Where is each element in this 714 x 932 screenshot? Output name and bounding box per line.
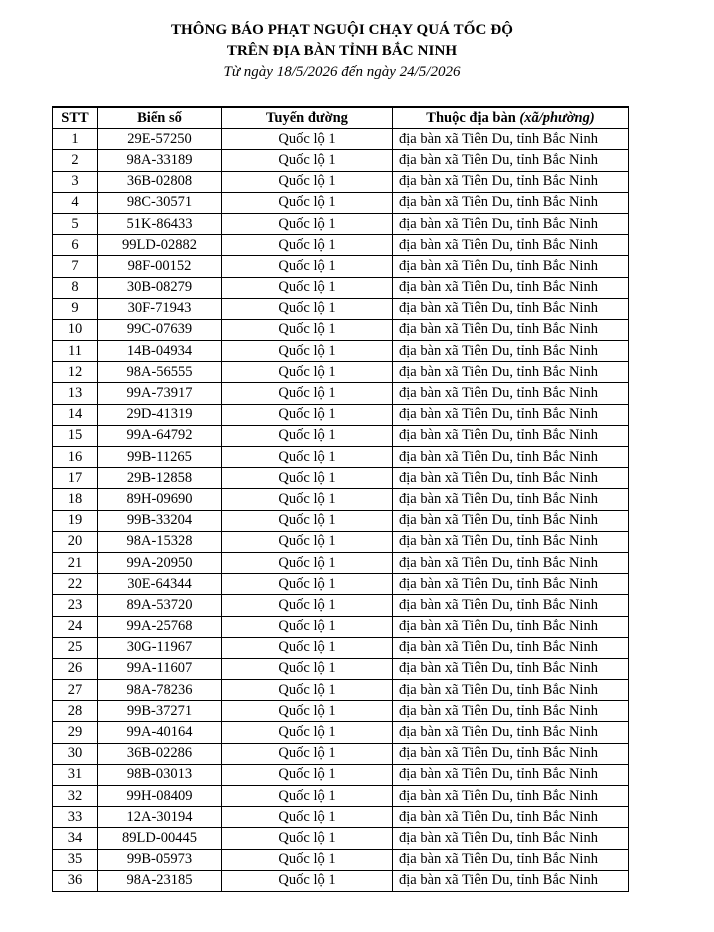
cell-plate: 29B-12858 — [98, 468, 222, 489]
cell-road: Quốc lộ 1 — [222, 531, 393, 552]
cell-plate: 89H-09690 — [98, 489, 222, 510]
violations-table — [52, 106, 629, 892]
cell-road: Quốc lộ 1 — [222, 256, 393, 277]
cell-plate: 12A-30194 — [98, 807, 222, 828]
cell-stt: 32 — [53, 786, 98, 807]
table-row — [53, 870, 629, 891]
cell-plate: 98A-33189 — [98, 150, 222, 171]
cell-plate: 99H-08409 — [98, 786, 222, 807]
cell-area: địa bàn xã Tiên Du, tỉnh Bắc Ninh — [393, 192, 629, 213]
cell-road: Quốc lộ 1 — [222, 807, 393, 828]
cell-stt: 21 — [53, 552, 98, 573]
cell-stt: 5 — [53, 213, 98, 234]
cell-plate: 98B-03013 — [98, 764, 222, 785]
cell-plate: 89LD-00445 — [98, 828, 222, 849]
table-row — [53, 425, 629, 446]
cell-plate: 98C-30571 — [98, 192, 222, 213]
table-row — [53, 298, 629, 319]
cell-area: địa bàn xã Tiên Du, tỉnh Bắc Ninh — [393, 616, 629, 637]
cell-plate: 99A-25768 — [98, 616, 222, 637]
cell-stt: 25 — [53, 637, 98, 658]
cell-area: địa bàn xã Tiên Du, tỉnh Bắc Ninh — [393, 595, 629, 616]
cell-plate: 98A-78236 — [98, 680, 222, 701]
cell-road: Quốc lộ 1 — [222, 637, 393, 658]
cell-plate: 99LD-02882 — [98, 235, 222, 256]
table-row — [53, 150, 629, 171]
cell-road: Quốc lộ 1 — [222, 658, 393, 679]
cell-plate: 89A-53720 — [98, 595, 222, 616]
cell-stt: 9 — [53, 298, 98, 319]
cell-road: Quốc lộ 1 — [222, 468, 393, 489]
cell-stt: 7 — [53, 256, 98, 277]
table-row — [53, 341, 629, 362]
cell-plate: 51K-86433 — [98, 213, 222, 234]
cell-area: địa bàn xã Tiên Du, tỉnh Bắc Ninh — [393, 277, 629, 298]
cell-stt: 11 — [53, 341, 98, 362]
cell-stt: 6 — [53, 235, 98, 256]
cell-area: địa bàn xã Tiên Du, tỉnh Bắc Ninh — [393, 870, 629, 891]
cell-road: Quốc lộ 1 — [222, 383, 393, 404]
table-row — [53, 362, 629, 383]
table-row — [53, 256, 629, 277]
cell-stt: 1 — [53, 129, 98, 150]
cell-road: Quốc lộ 1 — [222, 510, 393, 531]
document-header — [0, 20, 684, 83]
table-row — [53, 489, 629, 510]
cell-plate: 14B-04934 — [98, 341, 222, 362]
cell-area: địa bàn xã Tiên Du, tỉnh Bắc Ninh — [393, 786, 629, 807]
cell-stt: 3 — [53, 171, 98, 192]
cell-stt: 19 — [53, 510, 98, 531]
cell-stt: 20 — [53, 531, 98, 552]
table-row — [53, 468, 629, 489]
cell-stt: 4 — [53, 192, 98, 213]
cell-stt: 23 — [53, 595, 98, 616]
cell-road: Quốc lộ 1 — [222, 319, 393, 340]
cell-area: địa bàn xã Tiên Du, tỉnh Bắc Ninh — [393, 447, 629, 468]
cell-stt: 24 — [53, 616, 98, 637]
cell-stt: 18 — [53, 489, 98, 510]
cell-area: địa bàn xã Tiên Du, tỉnh Bắc Ninh — [393, 150, 629, 171]
cell-stt: 29 — [53, 722, 98, 743]
cell-stt: 16 — [53, 447, 98, 468]
cell-area: địa bàn xã Tiên Du, tỉnh Bắc Ninh — [393, 807, 629, 828]
cell-stt: 31 — [53, 764, 98, 785]
table-row — [53, 658, 629, 679]
cell-plate: 99A-20950 — [98, 552, 222, 573]
cell-plate: 98A-15328 — [98, 531, 222, 552]
cell-stt: 22 — [53, 574, 98, 595]
table-row — [53, 531, 629, 552]
cell-road: Quốc lộ 1 — [222, 616, 393, 637]
cell-area: địa bàn xã Tiên Du, tỉnh Bắc Ninh — [393, 658, 629, 679]
table-row — [53, 383, 629, 404]
cell-area: địa bàn xã Tiên Du, tỉnh Bắc Ninh — [393, 489, 629, 510]
table-header-row — [53, 107, 629, 129]
cell-road: Quốc lộ 1 — [222, 680, 393, 701]
table-row — [53, 828, 629, 849]
cell-plate: 36B-02808 — [98, 171, 222, 192]
cell-stt: 26 — [53, 658, 98, 679]
cell-stt: 12 — [53, 362, 98, 383]
table-row — [53, 637, 629, 658]
table-row — [53, 616, 629, 637]
cell-road: Quốc lộ 1 — [222, 786, 393, 807]
cell-plate: 98A-56555 — [98, 362, 222, 383]
cell-road: Quốc lộ 1 — [222, 870, 393, 891]
cell-road: Quốc lộ 1 — [222, 213, 393, 234]
cell-area: địa bàn xã Tiên Du, tỉnh Bắc Ninh — [393, 362, 629, 383]
cell-stt: 8 — [53, 277, 98, 298]
cell-road: Quốc lộ 1 — [222, 425, 393, 446]
cell-plate: 99A-64792 — [98, 425, 222, 446]
cell-area: địa bàn xã Tiên Du, tỉnh Bắc Ninh — [393, 129, 629, 150]
cell-stt: 10 — [53, 319, 98, 340]
cell-plate: 30G-11967 — [98, 637, 222, 658]
table-row — [53, 235, 629, 256]
cell-plate: 99B-11265 — [98, 447, 222, 468]
cell-plate: 30E-64344 — [98, 574, 222, 595]
cell-stt: 28 — [53, 701, 98, 722]
column-header-plate: Biển số — [98, 107, 222, 129]
cell-stt: 17 — [53, 468, 98, 489]
cell-road: Quốc lộ 1 — [222, 447, 393, 468]
cell-road: Quốc lộ 1 — [222, 552, 393, 573]
cell-plate: 29E-57250 — [98, 129, 222, 150]
cell-plate: 98F-00152 — [98, 256, 222, 277]
title-line-2: TRÊN ĐỊA BÀN TỈNH BẮC NINH — [226, 43, 458, 59]
table-row — [53, 510, 629, 531]
cell-road: Quốc lộ 1 — [222, 828, 393, 849]
cell-area: địa bàn xã Tiên Du, tỉnh Bắc Ninh — [393, 171, 629, 192]
cell-area: địa bàn xã Tiên Du, tỉnh Bắc Ninh — [393, 764, 629, 785]
cell-road: Quốc lộ 1 — [222, 595, 393, 616]
cell-road: Quốc lộ 1 — [222, 362, 393, 383]
table-row — [53, 849, 629, 870]
cell-stt: 13 — [53, 383, 98, 404]
cell-area: địa bàn xã Tiên Du, tỉnh Bắc Ninh — [393, 510, 629, 531]
cell-plate: 30B-08279 — [98, 277, 222, 298]
cell-area: địa bàn xã Tiên Du, tỉnh Bắc Ninh — [393, 235, 629, 256]
cell-road: Quốc lộ 1 — [222, 235, 393, 256]
cell-road: Quốc lộ 1 — [222, 574, 393, 595]
cell-area: địa bàn xã Tiên Du, tỉnh Bắc Ninh — [393, 531, 629, 552]
table-row — [53, 595, 629, 616]
table-row — [53, 807, 629, 828]
table-row — [53, 552, 629, 573]
cell-stt: 36 — [53, 870, 98, 891]
cell-stt: 30 — [53, 743, 98, 764]
cell-stt: 33 — [53, 807, 98, 828]
cell-stt: 15 — [53, 425, 98, 446]
cell-plate: 99B-37271 — [98, 701, 222, 722]
cell-road: Quốc lộ 1 — [222, 129, 393, 150]
cell-road: Quốc lộ 1 — [222, 743, 393, 764]
table-body — [53, 129, 629, 892]
cell-plate: 99A-40164 — [98, 722, 222, 743]
cell-area: địa bàn xã Tiên Du, tỉnh Bắc Ninh — [393, 383, 629, 404]
cell-area: địa bàn xã Tiên Du, tỉnh Bắc Ninh — [393, 468, 629, 489]
table-row — [53, 764, 629, 785]
table-row — [53, 701, 629, 722]
table-row — [53, 722, 629, 743]
table-row — [53, 447, 629, 468]
cell-area: địa bàn xã Tiên Du, tỉnh Bắc Ninh — [393, 849, 629, 870]
cell-area: địa bàn xã Tiên Du, tỉnh Bắc Ninh — [393, 574, 629, 595]
cell-road: Quốc lộ 1 — [222, 489, 393, 510]
cell-stt: 34 — [53, 828, 98, 849]
cell-plate: 99A-11607 — [98, 658, 222, 679]
cell-road: Quốc lộ 1 — [222, 701, 393, 722]
cell-plate: 99C-07639 — [98, 319, 222, 340]
cell-road: Quốc lộ 1 — [222, 849, 393, 870]
column-header-road: Tuyến đường — [222, 107, 393, 129]
table-row — [53, 192, 629, 213]
title-line-1: THÔNG BÁO PHẠT NGUỘI CHẠY QUÁ TỐC ĐỘ — [170, 22, 514, 38]
cell-plate: 99B-33204 — [98, 510, 222, 531]
cell-area: địa bàn xã Tiên Du, tỉnh Bắc Ninh — [393, 319, 629, 340]
cell-road: Quốc lộ 1 — [222, 722, 393, 743]
cell-area: địa bàn xã Tiên Du, tỉnh Bắc Ninh — [393, 828, 629, 849]
cell-road: Quốc lộ 1 — [222, 171, 393, 192]
cell-stt: 35 — [53, 849, 98, 870]
cell-road: Quốc lộ 1 — [222, 192, 393, 213]
cell-road: Quốc lộ 1 — [222, 764, 393, 785]
cell-area: địa bàn xã Tiên Du, tỉnh Bắc Ninh — [393, 341, 629, 362]
cell-area: địa bàn xã Tiên Du, tỉnh Bắc Ninh — [393, 298, 629, 319]
table-row — [53, 680, 629, 701]
cell-plate: 30F-71943 — [98, 298, 222, 319]
column-header-area — [393, 107, 629, 129]
table-row — [53, 786, 629, 807]
table-row — [53, 213, 629, 234]
table-row — [53, 277, 629, 298]
date-range: Từ ngày 18/5/2026 đến ngày 24/5/2026 — [223, 64, 461, 80]
column-header-area-suffix: (xã/phường) — [519, 109, 595, 126]
cell-area: địa bàn xã Tiên Du, tỉnh Bắc Ninh — [393, 637, 629, 658]
column-header-stt: STT — [53, 107, 98, 129]
cell-plate: 36B-02286 — [98, 743, 222, 764]
cell-stt: 14 — [53, 404, 98, 425]
cell-area: địa bàn xã Tiên Du, tỉnh Bắc Ninh — [393, 552, 629, 573]
cell-stt: 2 — [53, 150, 98, 171]
cell-plate: 29D-41319 — [98, 404, 222, 425]
cell-plate: 99A-73917 — [98, 383, 222, 404]
column-header-area-prefix: Thuộc địa bàn — [426, 109, 520, 126]
cell-plate: 98A-23185 — [98, 870, 222, 891]
table-row — [53, 129, 629, 150]
cell-area: địa bàn xã Tiên Du, tỉnh Bắc Ninh — [393, 722, 629, 743]
cell-area: địa bàn xã Tiên Du, tỉnh Bắc Ninh — [393, 404, 629, 425]
cell-plate: 99B-05973 — [98, 849, 222, 870]
table-row — [53, 574, 629, 595]
cell-road: Quốc lộ 1 — [222, 277, 393, 298]
table-row — [53, 404, 629, 425]
cell-area: địa bàn xã Tiên Du, tỉnh Bắc Ninh — [393, 213, 629, 234]
cell-area: địa bàn xã Tiên Du, tỉnh Bắc Ninh — [393, 256, 629, 277]
cell-stt: 27 — [53, 680, 98, 701]
cell-area: địa bàn xã Tiên Du, tỉnh Bắc Ninh — [393, 425, 629, 446]
cell-road: Quốc lộ 1 — [222, 298, 393, 319]
cell-area: địa bàn xã Tiên Du, tỉnh Bắc Ninh — [393, 743, 629, 764]
cell-area: địa bàn xã Tiên Du, tỉnh Bắc Ninh — [393, 680, 629, 701]
cell-road: Quốc lộ 1 — [222, 341, 393, 362]
cell-road: Quốc lộ 1 — [222, 150, 393, 171]
cell-road: Quốc lộ 1 — [222, 404, 393, 425]
cell-area: địa bàn xã Tiên Du, tỉnh Bắc Ninh — [393, 701, 629, 722]
table-row — [53, 319, 629, 340]
table-row — [53, 171, 629, 192]
table-row — [53, 743, 629, 764]
